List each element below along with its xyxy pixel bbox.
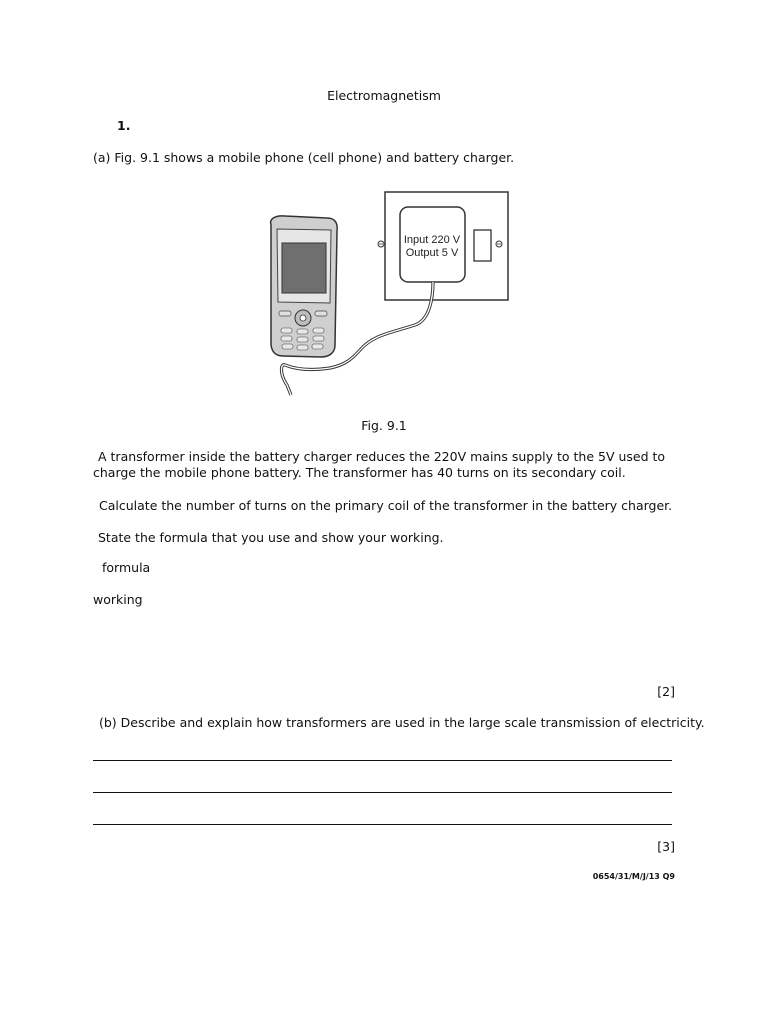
charger-label-input: Input 220 V [403,234,461,246]
answer-line-1[interactable] [93,760,672,761]
state-instruction: State the formula that you use and show your working. [98,530,444,545]
page-title: Electromagnetism [327,88,441,103]
figure-caption: Fig. 9.1 [361,418,407,433]
charger-label-output: Output 5 V [405,247,459,259]
screw-left-icon [378,241,384,247]
working-label: working [93,592,143,607]
calculate-instruction: Calculate the number of turns on the primary coil of the transformer in the battery charger. [99,498,673,513]
reference-code: 0654/31/M/J/13 Q9 [592,872,675,881]
part-b-question: (b) Describe and explain how transformers are used in the large scale transmission of electricity. [99,715,705,730]
part-a-intro: (a) Fig. 9.1 shows a mobile phone (cell phone) and battery charger. [93,150,515,165]
figure-phone-charger [255,185,515,400]
mobile-phone-icon [271,216,338,357]
question-number: 1. [117,118,131,133]
screw-right-icon [496,241,502,247]
answer-line-2[interactable] [93,792,672,793]
part-a-text: A transformer inside the battery charger reduces the 220V mains supply to the 5V used to charge the mobile phone battery. The transformer has 40 turns on its secondary coil. [93,449,666,480]
marks-part-a: [2] [657,684,675,699]
answer-line-3[interactable] [93,824,672,825]
socket-switch [474,230,491,261]
marks-part-b: [3] [657,839,675,854]
formula-label: formula [102,560,151,575]
